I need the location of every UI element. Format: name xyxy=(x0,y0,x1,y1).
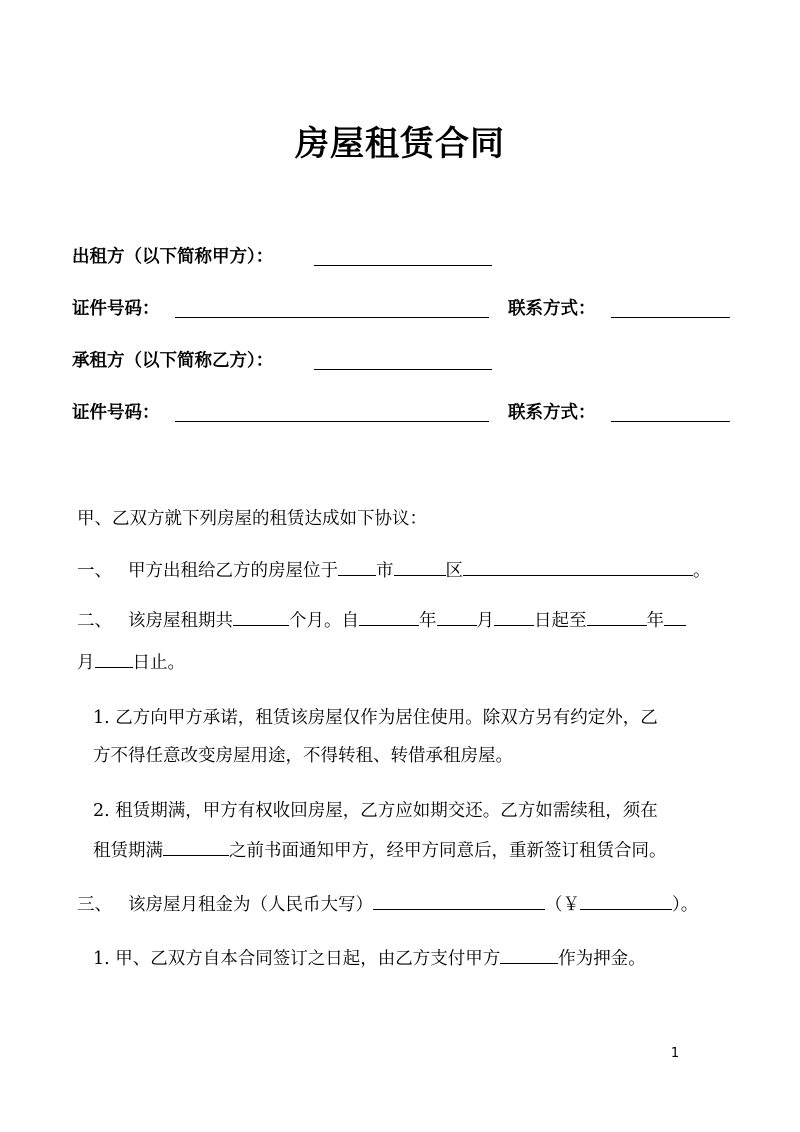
start-year-blank[interactable] xyxy=(359,607,419,626)
intro-paragraph: 甲、乙双方就下列房屋的租赁达成如下协议： xyxy=(77,509,427,529)
clause-1-text-b: 市 xyxy=(376,561,394,581)
clause-3-sub-1-text-a: 1. 甲、乙双方自本合同签订之日起，由乙方支付甲方 xyxy=(93,949,501,969)
start-day-blank[interactable] xyxy=(494,607,534,626)
page-title: 房屋租赁合同 xyxy=(295,124,505,164)
rent-words-blank[interactable] xyxy=(373,891,545,910)
clause-1-text-a: 甲方出租给乙方的房屋位于 xyxy=(128,561,338,581)
clause-3-text-a: 该房屋月租金为（人民币大写） xyxy=(128,895,373,915)
address-blank[interactable] xyxy=(463,557,693,576)
clause-3 xyxy=(77,890,698,920)
page-number: 1 xyxy=(670,1046,680,1061)
lessor-name-field[interactable] xyxy=(314,265,492,266)
rent-amount-blank[interactable] xyxy=(580,891,672,910)
lessor-contact-field[interactable] xyxy=(611,317,730,318)
lessor-contact-label: 联系方式： xyxy=(508,299,596,319)
clause-2-text-e: 日起至 xyxy=(534,611,587,631)
clause-2-sub-1-line-1: 1. 乙方向甲方承诺，租赁该房屋仅作为居住使用。除双方另有约定外，乙 xyxy=(93,708,658,728)
clause-1-text-c: 区 xyxy=(445,561,463,581)
clause-2-text-f: 年 xyxy=(646,611,664,631)
lessee-name-field[interactable] xyxy=(314,369,492,370)
lessee-id-row xyxy=(72,398,732,428)
lessor-id-row xyxy=(72,294,732,324)
lessor-label: 出租方（以下简称甲方）： xyxy=(72,247,274,267)
end-day-blank[interactable] xyxy=(95,649,133,668)
clause-2-sub-2-line-2 xyxy=(93,836,667,866)
clause-1 xyxy=(77,556,711,586)
start-month-blank[interactable] xyxy=(437,607,477,626)
clause-2-sub-2-text-b: 之前书面通知甲方，经甲方同意后，重新签订租赁合同。 xyxy=(229,841,667,861)
clause-3-sub-1 xyxy=(93,944,646,974)
clause-3-text-c: ）。 xyxy=(672,895,699,915)
clause-1-number: 一、 xyxy=(77,561,112,581)
clause-2-text-d: 月 xyxy=(476,611,494,631)
clause-2-sub-2-text-a: 租赁期满 xyxy=(93,841,163,861)
clause-2-line-2 xyxy=(77,648,185,678)
clause-2-text-c: 年 xyxy=(419,611,437,631)
lessor-row xyxy=(72,242,732,272)
end-month-blank-a[interactable] xyxy=(664,607,686,626)
clause-3-sub-1-text-b: 作为押金。 xyxy=(558,949,646,969)
lessee-id-label: 证件号码： xyxy=(72,403,160,423)
clause-1-text-d: 。 xyxy=(693,561,711,581)
end-year-blank[interactable] xyxy=(587,607,647,626)
city-blank[interactable] xyxy=(338,557,376,576)
district-blank[interactable] xyxy=(394,557,446,576)
clause-2-sub-1-line-2: 方不得任意改变房屋用途，不得转租、转借承租房屋。 xyxy=(93,746,513,766)
clause-2-line-1 xyxy=(77,606,686,636)
clause-3-text-b: （￥ xyxy=(545,895,580,915)
deposit-blank[interactable] xyxy=(500,945,558,964)
notice-period-blank[interactable] xyxy=(163,837,229,856)
lessee-contact-field[interactable] xyxy=(611,421,730,422)
lessee-contact-label: 联系方式： xyxy=(508,403,596,423)
lessor-id-label: 证件号码： xyxy=(72,299,160,319)
term-months-blank[interactable] xyxy=(233,607,289,626)
clause-2-text-b: 个月。自 xyxy=(289,611,359,631)
clause-2-text-g: 月 xyxy=(77,653,95,673)
clause-3-number: 三、 xyxy=(77,895,112,915)
clause-2-sub-2-line-1: 2. 租赁期满，甲方有权收回房屋，乙方应如期交还。乙方如需续租，须在 xyxy=(93,801,658,821)
clause-2-text-a: 该房屋租期共 xyxy=(128,611,233,631)
lessee-id-field[interactable] xyxy=(175,421,489,422)
lessee-label: 承租方（以下简称乙方）： xyxy=(72,351,274,371)
clause-2-number: 二、 xyxy=(77,611,112,631)
clause-2-text-h: 日止。 xyxy=(132,653,185,673)
lessee-row xyxy=(72,346,732,376)
lessor-id-field[interactable] xyxy=(175,317,489,318)
